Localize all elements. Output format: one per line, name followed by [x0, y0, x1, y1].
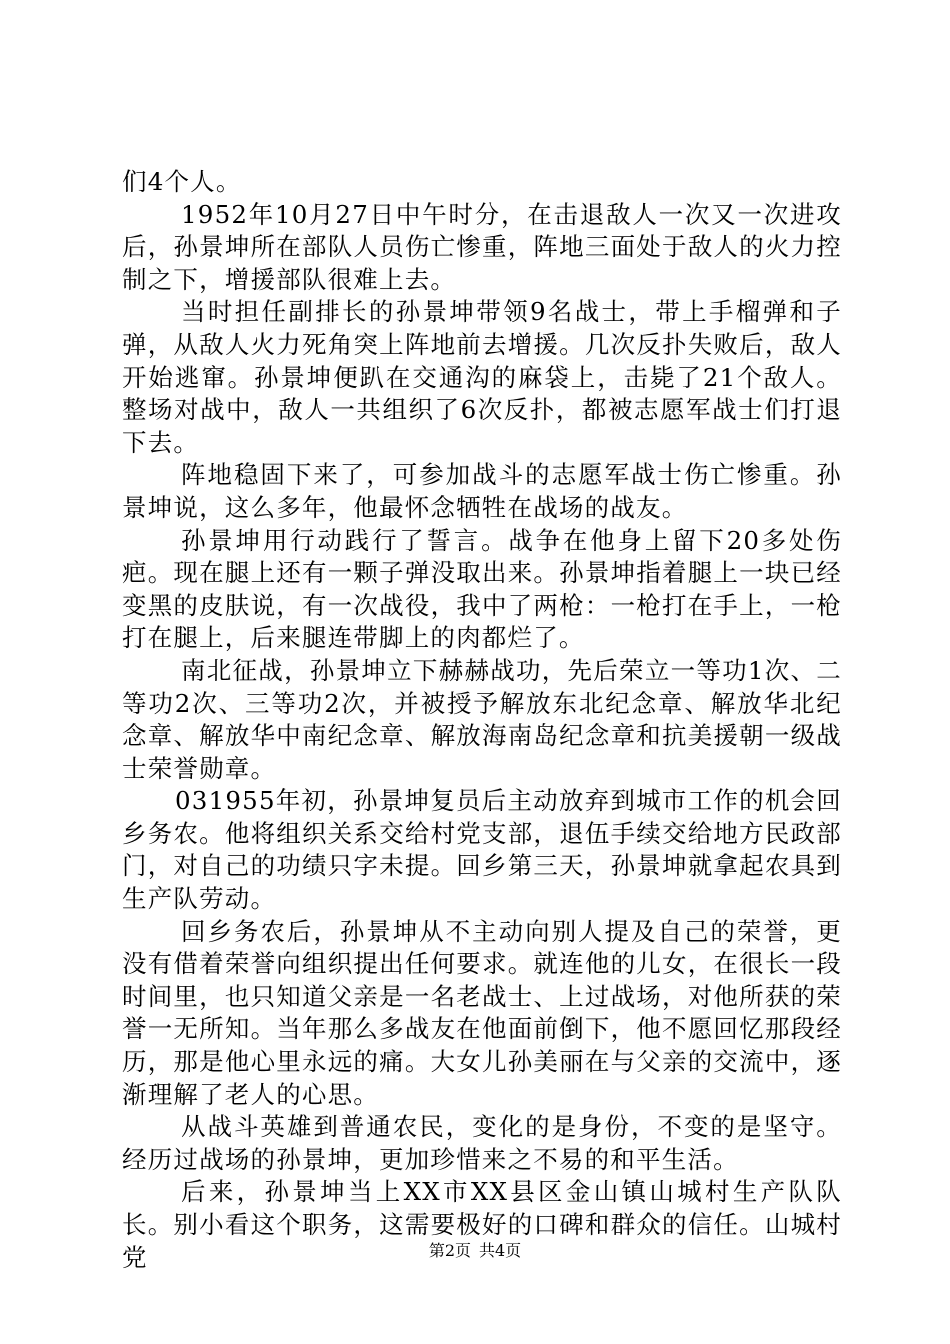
page-number: 第2页: [428, 1241, 471, 1260]
document-body: [122, 166, 842, 1274]
paragraph: 孙景坤用行动践行了誓言。战争在他身上留下20多处伤疤。现在腿上还有一颗子弹没取出来。孙景坤指着腿上一块已经变黑的皮肤说，有一次战役，我中了两枪：一枪打在手上，一枪打在腿上，后来腿连带脚上的肉都烂了。: [122, 525, 842, 653]
paragraph: 从战斗英雄到普通农民，变化的是身份，不变的是坚守。经历过战场的孙景坤，更加珍惜来之不易的和平生活。: [122, 1112, 842, 1174]
paragraph: 后来，孙景坤当上XX市XX县区金山镇山城村生产队队长。别小看这个职务，这需要极好的口碑和群众的信任。山城村党: [122, 1177, 842, 1272]
paragraph: 南北征战，孙景坤立下赫赫战功，先后荣立一等功1次、二等功2次、三等功2次，并被授予解放东北纪念章、解放华北纪念章、解放华中南纪念章、解放海南岛纪念章和抗美援朝一级战士荣誉勋章。: [122, 655, 842, 783]
paragraph-continuation: 们4个人。: [122, 167, 242, 196]
page-footer: [0, 1241, 950, 1261]
paragraph: 当时担任副排长的孙景坤带领9名战士，带上手榴弹和子弹，从敌人火力死角突上阵地前去增援。几次反扑失败后，敌人开始逃窜。孙景坤便趴在交通沟的麻袋上，击毙了21个敌人。整场对战中，敌人一共组织了6次反扑，都被志愿军战士们打退下去。: [122, 297, 842, 457]
paragraph: 回乡务农后，孙景坤从不主动向别人提及自己的荣誉，更没有借着荣誉向组织提出任何要求。就连他的儿女，在很长一段时间里，也只知道父亲是一名老战士、上过战场，对他所获的荣誉一无所知。当年那么多战友在他面前倒下，他不愿回忆那段经历，那是他心里永远的痛。大女儿孙美丽在与父亲的交流中，逐渐理解了老人的心思。: [122, 916, 842, 1109]
paragraph: 031955年初，孙景坤复员后主动放弃到城市工作的机会回乡务农。他将组织关系交给村党支部，退伍手续交给地方民政部门，对自己的功绩只字未提。回乡第三天，孙景坤就拿起农具到生产队劳动。: [122, 786, 842, 914]
paragraph: 阵地稳固下来了，可参加战斗的志愿军战士伤亡惨重。孙景坤说，这么多年，他最怀念牺牲在战场的战友。: [122, 460, 842, 522]
paragraph: 1952年10月27日中午时分，在击退敌人一次又一次进攻后，孙景坤所在部队人员伤亡惨重，阵地三面处于敌人的火力控制之下，增援部队很难上去。: [122, 199, 842, 294]
page-total: 共4页: [479, 1241, 522, 1260]
